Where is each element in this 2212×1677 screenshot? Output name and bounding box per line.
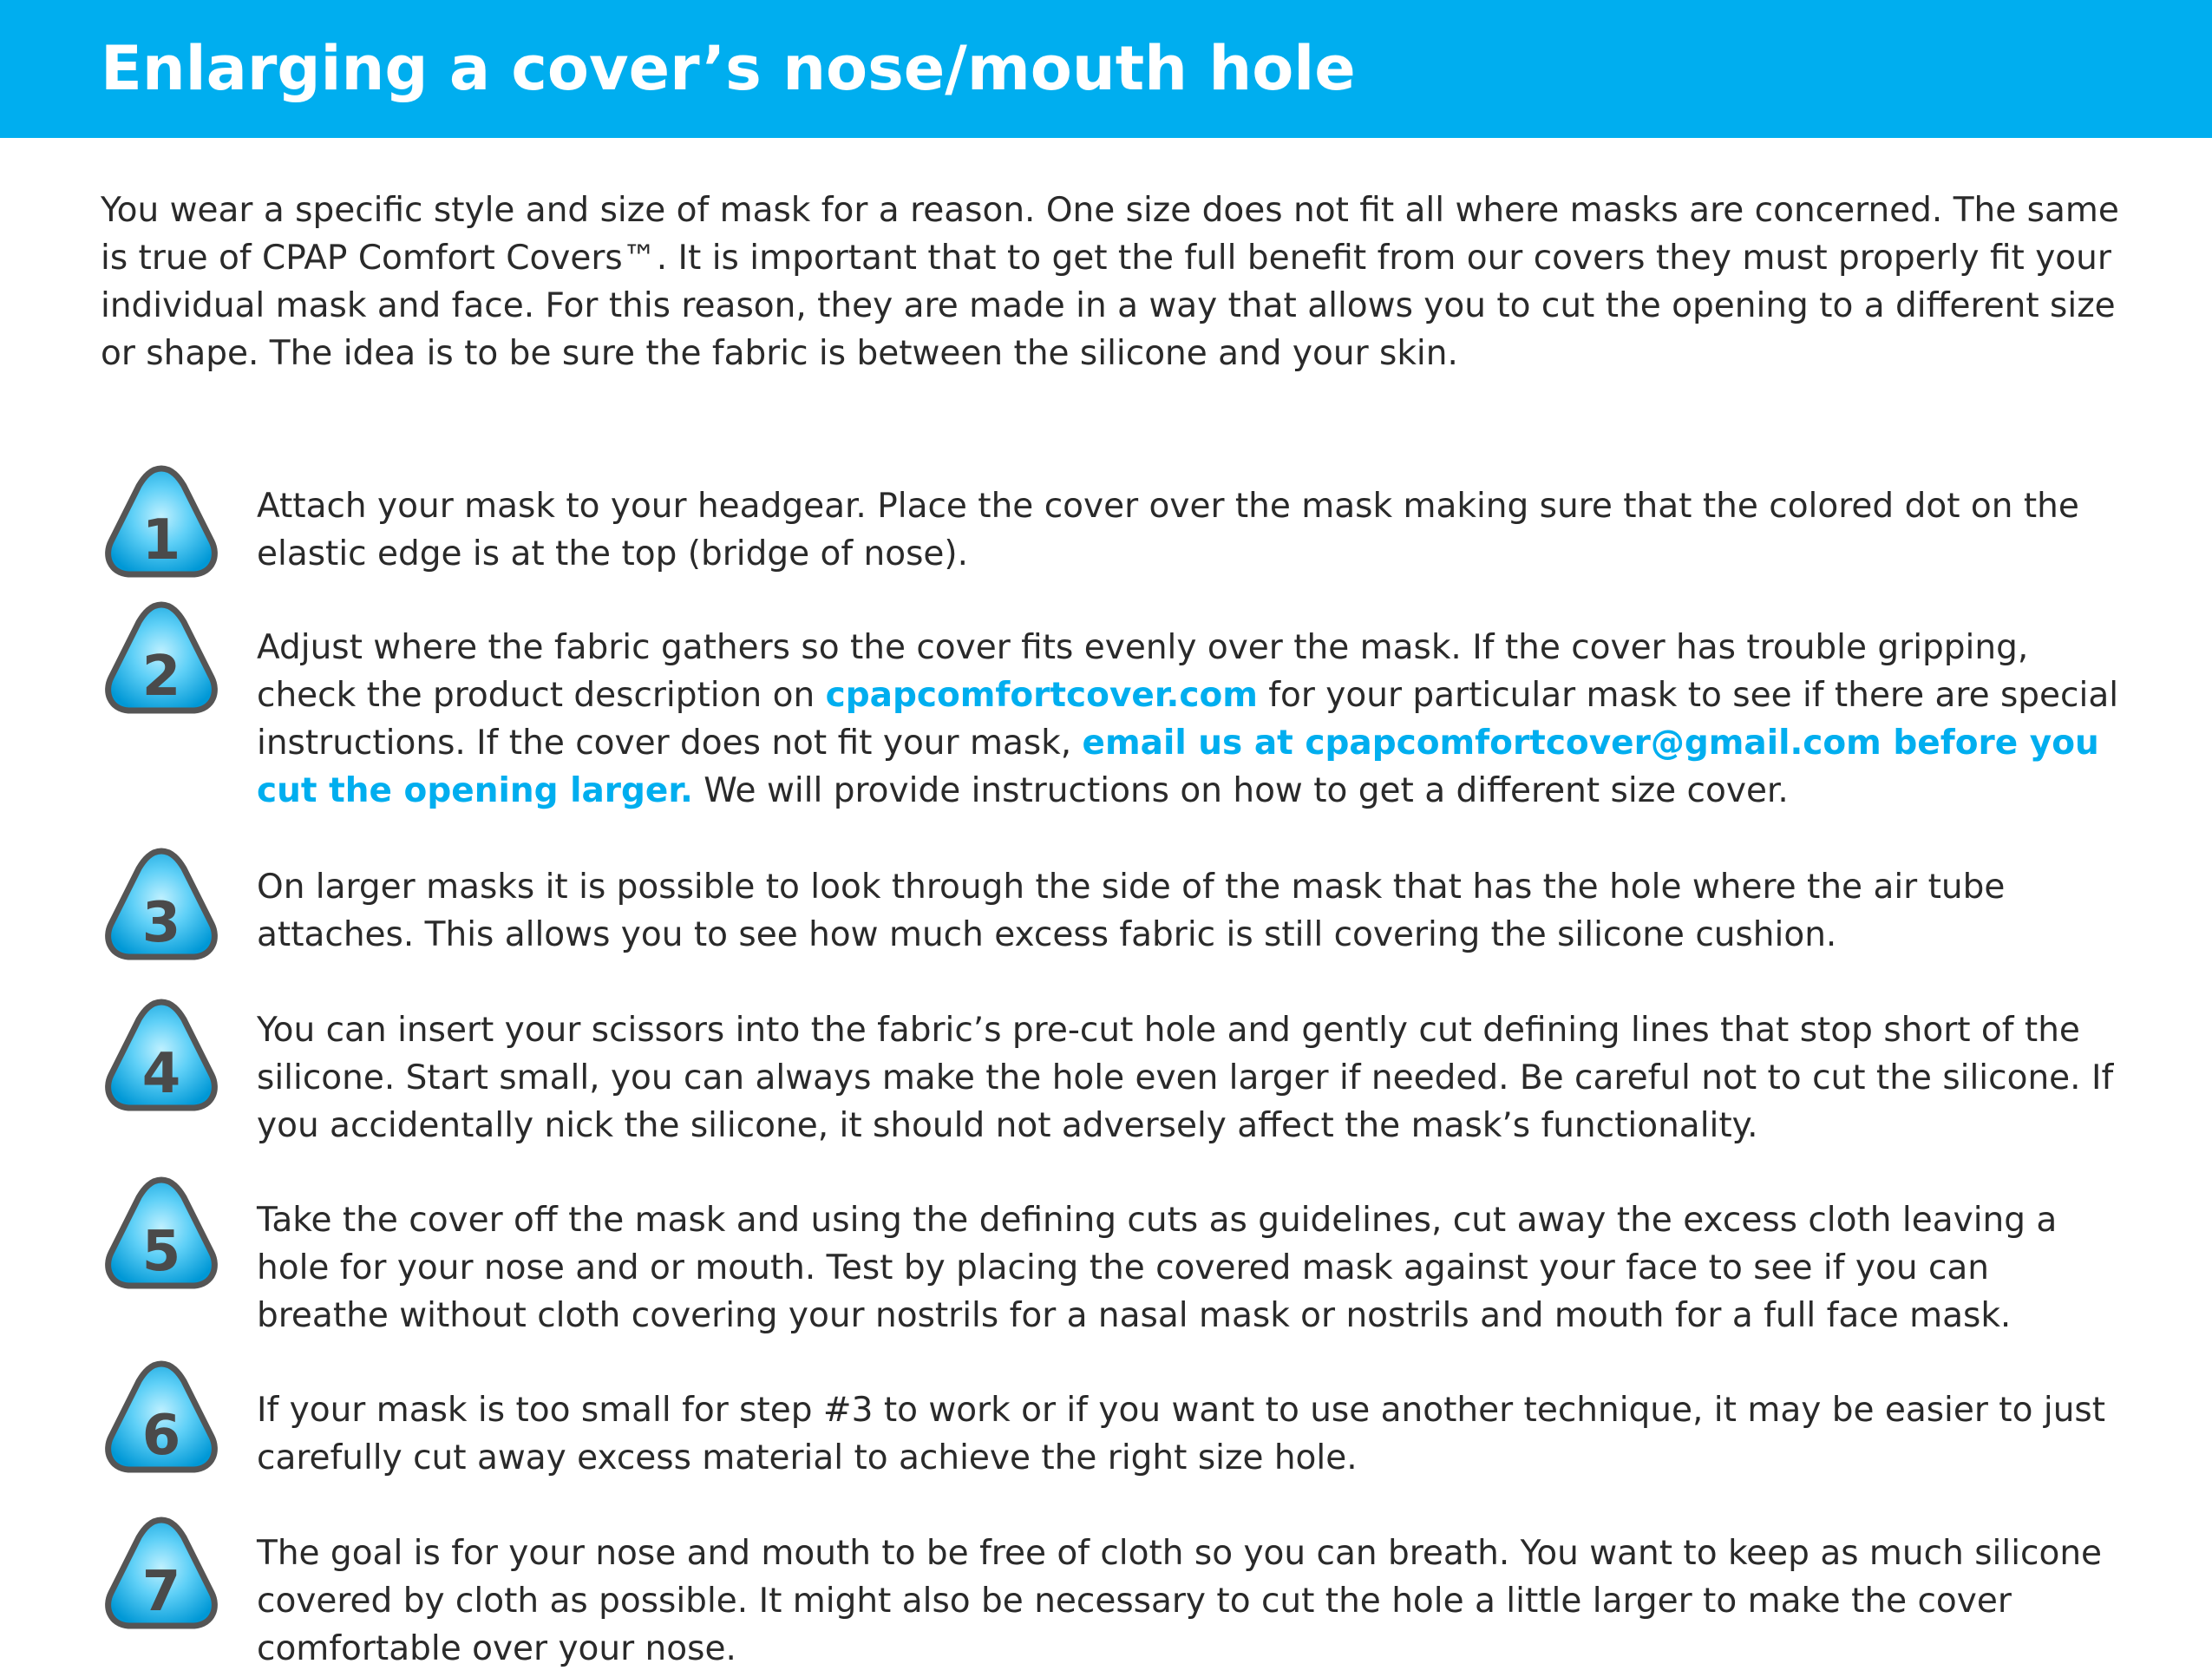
website-link[interactable]: cpapcomfortcover.com bbox=[825, 676, 1258, 715]
step-number: 3 bbox=[141, 891, 181, 955]
step-number: 2 bbox=[141, 645, 181, 709]
step-number-badge bbox=[101, 598, 222, 719]
step-text-part: for your particular mask to see if there are special instructions. If the cover does not fit your mask, bbox=[257, 676, 2119, 763]
triangle-badge-icon bbox=[101, 598, 222, 719]
triangle-badge-icon bbox=[101, 1173, 222, 1294]
step-number: 6 bbox=[141, 1404, 181, 1468]
step-number: 4 bbox=[141, 1042, 181, 1106]
triangle-badge-icon bbox=[101, 462, 222, 583]
step-text-part: Adjust where the fabric gathers so the cover fits evenly over the mask. If the cover has trouble gripping, check the product description on bbox=[257, 628, 2029, 715]
step-number-badge bbox=[101, 462, 222, 583]
page-title: Enlarging a cover’s nose/mouth hole bbox=[101, 33, 1356, 104]
triangle-badge-icon bbox=[101, 844, 222, 966]
triangle-badge-icon bbox=[101, 995, 222, 1117]
step-text: If your mask is too small for step #3 to work or if you want to use another technique, it may be easier to just carefully cut away excess material to achieve the right size hole. bbox=[257, 1391, 2106, 1477]
triangle-badge-icon bbox=[101, 1513, 222, 1634]
email-highlight-link[interactable]: email us at cpapcomfortcover@gmail.com before you cut the opening larger. bbox=[257, 724, 2099, 810]
step-text: Attach your mask to your headgear. Place the cover over the mask making sure that the colored dot on the elastic edge is at the top (bridge of nose). bbox=[257, 487, 2079, 573]
step-number: 7 bbox=[141, 1560, 181, 1624]
step-number-badge bbox=[101, 1513, 222, 1634]
page-header bbox=[0, 0, 2212, 138]
step-text: On larger masks it is possible to look through the side of the mask that has the hole where the air tube attaches. This allows you to see how much excess fabric is still covering the silicone cushion. bbox=[257, 868, 2006, 954]
step-number: 5 bbox=[141, 1220, 181, 1284]
step-text-part: We will provide instructions on how to get a different size cover. bbox=[692, 771, 1789, 810]
step-number-badge bbox=[101, 1173, 222, 1294]
step-text: The goal is for your nose and mouth to be free of cloth so you can breath. You want to keep as much silicone covered by cloth as possible. It might also be necessary to cut the hole a little larger to make the cover comfortable over your nose. bbox=[257, 1534, 2103, 1668]
step-text bbox=[257, 624, 2122, 815]
intro-paragraph: You wear a specific style and size of mask for a reason. One size does not fit all where masks are concerned. The same is true of CPAP Comfort Covers™. It is important that to get the full benefit from our covers they must properly fit your individual mask and face. For this reason, they are made in a way that allows you to cut the opening to a different size or shape. The idea is to be sure the fabric is between the silicone and your skin. bbox=[101, 191, 2119, 373]
step-number-badge bbox=[101, 1357, 222, 1478]
step-text: You can insert your scissors into the fabric’s pre-cut hole and gently cut defining lines that stop short of the silicone. Start small, you can always make the hole even larger if needed. Be careful not to cut the silicone. If you accidentally nick the silicone, it should not adversely affect the mask’s functionality. bbox=[257, 1011, 2114, 1145]
step-text: Take the cover off the mask and using the defining cuts as guidelines, cut away the excess cloth leaving a hole for your nose and or mouth. Test by placing the covered mask against your face to see if you can breathe without cloth covering your nostrils for a nasal mask or nostrils and mouth for a full face mask. bbox=[257, 1201, 2058, 1335]
step-number-badge bbox=[101, 995, 222, 1117]
triangle-badge-icon bbox=[101, 1357, 222, 1478]
step-number-badge bbox=[101, 844, 222, 966]
step-number: 1 bbox=[141, 508, 181, 573]
